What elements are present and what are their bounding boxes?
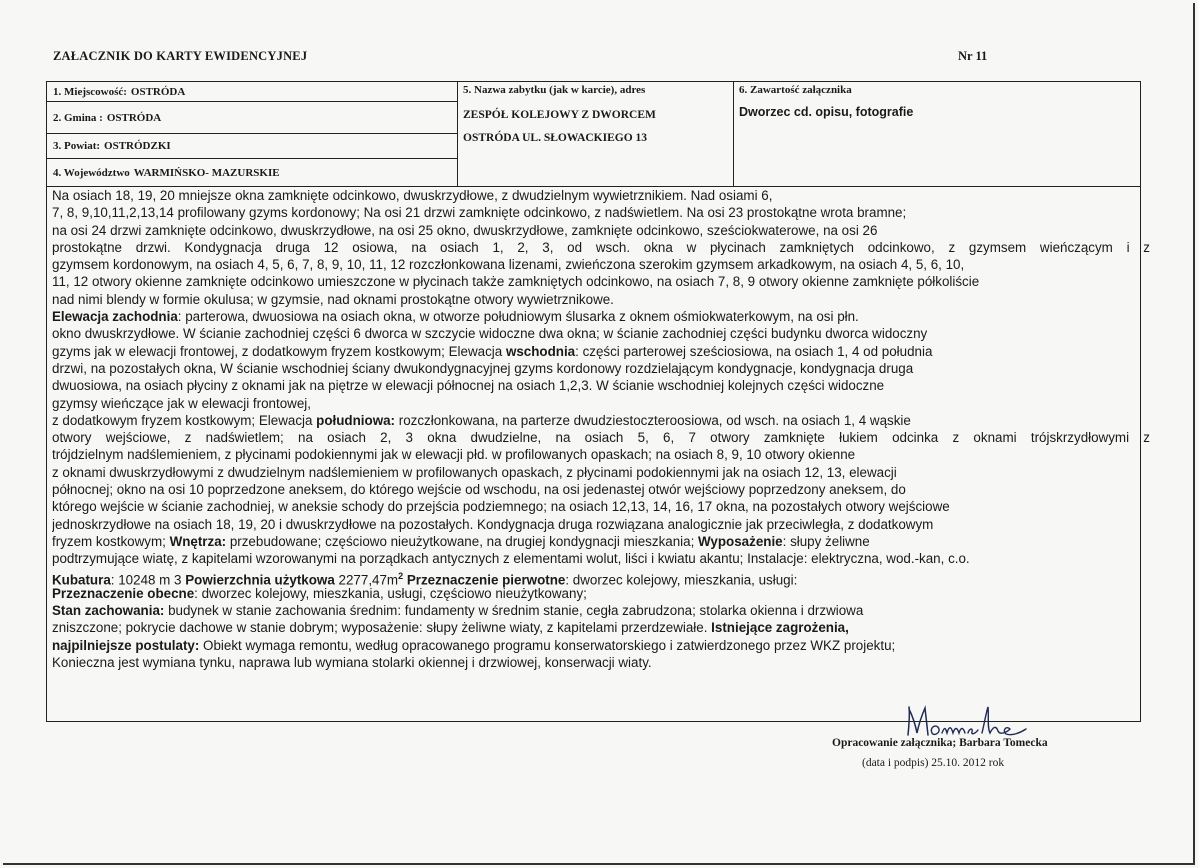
text-fragment: fryzem kostkowym;	[52, 533, 170, 549]
date-and-signature-line: (data i podpis) 25.10. 2012 rok	[862, 757, 1005, 769]
text-line	[52, 585, 1150, 602]
text-fragment: rozczłonkowana, na parterze dwudziestoczteroosiowa, od wsch. na osiach 1, 4 wąskie	[395, 412, 911, 428]
text-fragment: : 10248 m 3	[110, 572, 186, 587]
document-number: Nr 11	[958, 49, 988, 63]
heading-postulates: najpilniejsze postulaty:	[52, 637, 200, 653]
text-line	[52, 602, 1150, 619]
district-label: 3. Powiat:	[53, 140, 101, 152]
prepared-by-caption: Opracowanie załącznika; Barbara Tomecka	[832, 737, 1048, 749]
text-line	[52, 533, 1150, 550]
heading-interiors: Wnętrza:	[169, 533, 227, 549]
text-line: Konieczna jest wymiana tynku, naprawa lub wymiana stolarki okiennej i drzwiowej, konserwacji wiaty.	[52, 655, 652, 671]
locality-label: 1. Miejscowość:	[53, 85, 127, 98]
text-line: północnej; okno na osi 10 poprzedzone aneksem, do którego wejście od wschodu, na osi jedenastej otwór wejściowy poprzedzony aneksem, do	[52, 482, 906, 498]
text-fragment: : dworzec kolejowy, mieszkania, usługi, częściowo nieużytkowany;	[194, 585, 587, 601]
text-line: otwory wejściowe, z nadświetlem; na osiach 2, 3 okna dwudzielne, na osiach 5, 6, 7 otwory zamknięte łukiem odcinka z oknami trójskrzydłowymi z	[52, 430, 1150, 446]
text-line: z oknami dwuskrzydłowymi z dwudzielnym nadślemieniem w profilowanych opaskach, z płycinami podokiennymi jak na osiach 12, 13, elewacji	[52, 464, 897, 480]
voivodeship-value: WARMIŃSKO- MAZURSKIE	[133, 166, 280, 179]
text-fragment: : słupy żeliwne	[782, 533, 870, 549]
contents-value: Dworzec cd. opisu, fotografie	[739, 105, 914, 119]
heading-threats: Istniejące zagrożenia,	[711, 620, 849, 636]
text-fragment: zniszczone; pokrycie dachowe w stanie dobrym; wyposażenie: słupy żeliwne wiaty, z kapitelami przerdzewiałe.	[52, 620, 712, 636]
text-line: podtrzymujące wiatę, z kapitelami wzorowanymi na porządkach antycznych z elementami wolut, liści i kwiatu akantu; Instalacje: elektryczna, wod.-kan, c.o.	[52, 551, 970, 567]
heading-current-purpose: Przeznaczenie obecne	[52, 585, 195, 601]
header-table	[46, 81, 1141, 187]
heading-east-elevation: wschodnia	[505, 343, 576, 359]
voivodeship-label: 4. Województwo	[53, 166, 130, 179]
text-line: gzymsem kordonowym, na osiach 4, 5, 6, 7, 8, 9, 10, 11, 12 rozczłonkowana lizenami, zwieńczona szerokim gzymsem arkadkowym, na osiach 4, 5, 6, 10,	[52, 257, 965, 273]
monument-column	[457, 82, 734, 186]
heading-south-elevation: południowa:	[316, 412, 396, 428]
text-fragment: przebudowane; częściowo nieużytkowane, na drugiej kondygnacji mieszkania;	[226, 533, 699, 549]
description-box	[46, 187, 1150, 722]
heading-west-elevation: Elewacja zachodnia	[52, 309, 178, 325]
contents-label: 6. Zawartość załącznika	[739, 84, 852, 96]
text-line: 11, 12 otwory okienne zamknięte odcinkowo umieszczone w płycinach także zamkniętych odcinkowo, na osiach 7, 8, 9 otwory okienne zamknięte półkoliście	[52, 274, 980, 290]
text-line	[52, 308, 1150, 325]
text-line	[52, 412, 1150, 429]
text-line: 7, 8, 9,10,11,2,13,14 profilowany gzyms kordonowy; Na osi 21 drzwi zamknięte odcinkowo, z nadświetlem. Na osi 23 prostokątne wrota bramne;	[52, 205, 907, 221]
text-line: drzwi, na pozostałych okna, W ścianie wschodniej ściany dwukondygnacyjnej gzyms kordonowy rozdzielającym kondygnacje, kondygnacja druga	[52, 360, 914, 376]
monument-value	[463, 104, 656, 150]
heading-original-purpose: Przeznaczenie pierwotne	[406, 572, 566, 587]
document-title: ZAŁACZNIK DO KARTY EWIDENCYJNEJ	[53, 49, 308, 63]
text-line: prostokątne drzwi. Kondygnacja druga 12 osiowa, na osiach 1, 2, 3, od wsch. okna w płycinach zamkniętych odcinkowo, z gzymsem wieńczącym i z	[52, 239, 1150, 255]
description-text	[52, 187, 1150, 671]
heading-volume: Kubatura	[52, 572, 111, 587]
text-line: trójdzielnym nadślemieniem, z płycinami podokiennymi jak w elewacji płd. w profilowanych opaskach; na osiach 8, 9, 10 otwory okienne	[52, 447, 856, 463]
monument-address: OSTRÓDA UL. SŁOWACKIEGO 13	[463, 132, 648, 144]
voivodeship-cell	[47, 159, 457, 186]
text-fragment: : dworzec kolejowy, mieszkania, usługi:	[565, 572, 798, 587]
text-line: gzymsy wieńczące jak w elewacji frontowej,	[52, 395, 311, 411]
text-fragment: gzyms jak w elewacji frontowej, z dodatkowym fryzem kostkowym; Elewacja	[52, 343, 506, 359]
text-line	[52, 637, 1150, 654]
text-line	[52, 568, 1150, 585]
contents-column	[733, 82, 1140, 186]
heading-equipment: Wyposażenie	[698, 533, 783, 549]
monument-name: ZESPÓŁ KOLEJOWY Z DWORCEM	[463, 109, 656, 121]
text-fragment: Obiekt wymaga remontu, według opracowanego programu konserwatorskiego i zatwierdzonego przez WKZ projektu;	[199, 637, 896, 653]
text-line: jednoskrzydłowe na osiach 18, 19, 20 i dwuskrzydłowe na pozostałych. Kondygnacja druga rozwiązana analogicznie jak przeciwległa, z dodatkowym	[52, 516, 934, 532]
text-fragment: : części parterowej sześciosiowa, na osiach 1, 4 od południa	[575, 343, 933, 359]
locality-cell	[47, 82, 457, 102]
text-line: nad nimi blendy w formie okulusa; w gzymsie, nad oknami prostokątne otwory wywietrznikowe.	[52, 291, 614, 307]
handwritten-signature	[902, 703, 1032, 739]
district-value: OSTRÓDZKI	[104, 140, 171, 152]
text-line: dwuosiowa, na osiach płyciny z oknami jak na piętrze w elewacji północnej na osiach 1,2,3. W ścianie wschodniej kolejnych części widoczne	[52, 378, 885, 394]
text-line: na osi 24 drzwi zamknięte odcinkowo, dwuskrzydłowe, na osi 25 okno, dwuskrzydłowe, zamknięte odcinkowo, sześciokwaterowe, na osi 26	[52, 222, 878, 238]
text-fragment: 2277,47m	[334, 572, 399, 587]
text-fragment: budynek w stanie zachowania średnim: fundamenty w średnim stanie, cegła zabrudzona; stolarka okienna i drzwiowa	[164, 603, 864, 619]
text-line	[52, 343, 1150, 360]
district-cell	[47, 134, 457, 159]
commune-cell	[47, 102, 457, 134]
text-line: Na osiach 18, 19, 20 mniejsze okna zamknięte odcinkowo, dwuskrzydłowe, z dwudzielnym wywietrznikiem. Nad osiami 6,	[52, 188, 773, 203]
commune-label: 2. Gmina :	[53, 111, 103, 124]
locality-value: OSTRÓDA	[130, 85, 186, 98]
location-column	[47, 82, 458, 186]
text-fragment: z dodatkowym fryzem kostkowym; Elewacja	[52, 412, 317, 428]
text-fragment: : parterowa, dwuosiowa na osiach okna, w otworze południowym ślusarka z oknem ośmiokwaterkowym, na osi płn.	[177, 309, 859, 325]
text-line: okno dwuskrzydłowe. W ścianie zachodniej części 6 dworca w szczycie widoczne dwa okna; w ścianie zachodniej części budynku dworca widoczny	[52, 326, 928, 342]
superscript: 2	[398, 570, 404, 581]
monument-label: 5. Nazwa zabytku (jak w karcie), adres	[463, 84, 646, 96]
commune-value: OSTRÓDA	[106, 111, 162, 124]
text-line	[52, 619, 1150, 636]
text-line: którego wejście w ścianie zachodniej, w aneksie schody do przejścia podziemnego; na osiach 12,13, 14, 16, 17 okna, na pozostałych otwory wejściowe	[52, 499, 950, 515]
heading-condition: Stan zachowania:	[52, 603, 165, 619]
heading-usable-area: Powierzchnia użytkowa	[185, 572, 335, 587]
